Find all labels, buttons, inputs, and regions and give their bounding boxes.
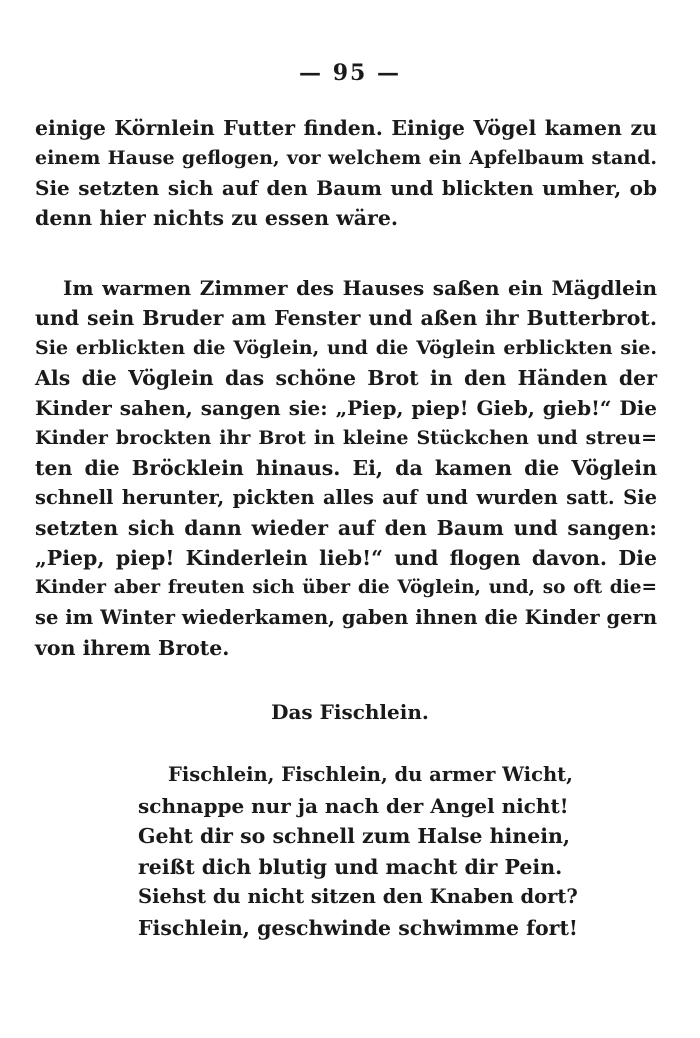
text-line: Im warmen Zimmer des Hauses saßen ein Mägdlein [63, 276, 657, 300]
text-line: Als die Vöglein das schöne Brot in den Händen der [35, 366, 657, 390]
poem [138, 760, 578, 943]
text-line: Kinder brockten ihr Brot in kleine Stückchen und streu= [35, 427, 657, 449]
poem-line: Geht dir so schnell zum Halse hinein, [138, 824, 571, 848]
page-number: — 95 — [299, 60, 401, 86]
text-line: Kinder sahen, sangen sie: „Piep, piep! Gieb, gieb!“ Die [35, 396, 657, 420]
poem-line: Fischlein, geschwinde schwimme fort! [138, 915, 578, 940]
text-line: Kinder aber freuten sich über die Vöglein, und, so oft die= [35, 577, 657, 598]
text-line: ten die Bröcklein hinaus. Ei, da kamen die Vöglein [35, 456, 657, 480]
text-line: einem Hause geflogen, vor welchem ein Apfelbaum stand. [35, 147, 657, 169]
text-line: einige Körnlein Futter finden. Einige Vögel kamen zu [35, 116, 657, 140]
poem-line: reißt dich blutig und macht dir Pein. [138, 854, 563, 879]
text-line: Sie setzten sich auf den Baum und blickten umher, ob [35, 176, 657, 200]
text-line: Sie erblickten die Vöglein, und die Vöglein erblickten sie. [35, 337, 657, 359]
poem-line: Fischlein, Fischlein, du armer Wicht, [168, 763, 573, 786]
text-line: denn hier nichts zu essen wäre. [35, 206, 399, 230]
text-line: und sein Bruder am Fenster und aßen ihr Butterbrot. [35, 306, 657, 330]
text-line: se im Winter wiederkamen, gaben ihnen die Kinder gern [35, 606, 657, 629]
text-line: setzten sich dann wieder auf den Baum und sangen: [35, 516, 657, 540]
poem-line: schnappe nur ja nach der Angel nicht! [138, 793, 569, 818]
text-line: schnell herunter, pickten alles auf und wurden satt. Sie [35, 486, 657, 509]
text-line: „Piep, piep! Kinderlein lieb!“ und flogen davon. Die [35, 546, 657, 570]
poem-line: Siehst du nicht sitzen den Knaben dort? [138, 885, 578, 908]
text-line: von ihrem Brote. [35, 636, 230, 660]
poem-title: Das Fischlein. [271, 700, 429, 724]
paragraph-birds-and-children [35, 273, 657, 663]
paragraph-continuation [35, 113, 657, 233]
